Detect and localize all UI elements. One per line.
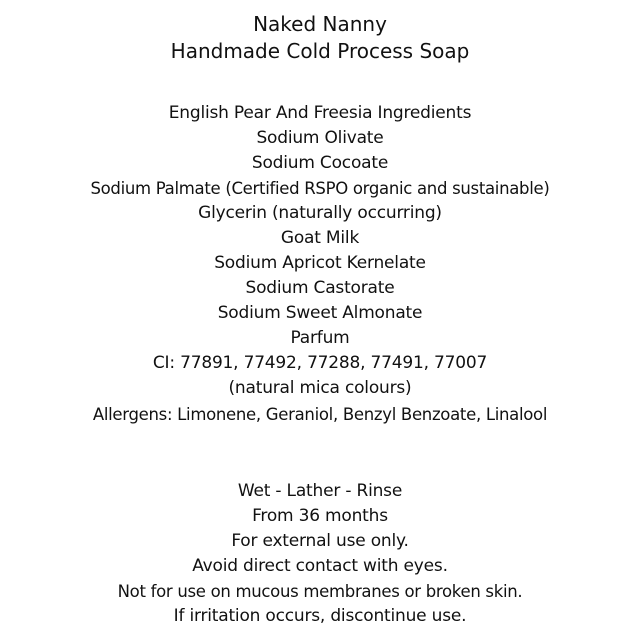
product-subtitle: Handmade Cold Process Soap	[170, 39, 470, 63]
ingredient-item: Glycerin (naturally occurring)	[198, 203, 442, 223]
usage-line: Not for use on mucous membranes or broken skin.	[117, 582, 523, 601]
ingredient-item: Sodium Apricot Kernelate	[214, 253, 426, 273]
usage-line: Wet - Lather - Rinse	[237, 481, 403, 501]
usage-line: If irritation occurs, discontinue use.	[173, 606, 467, 626]
usage-line: From 36 months	[252, 506, 388, 526]
ingredient-item: Sodium Cocoate	[251, 153, 389, 173]
ingredient-item: Parfum	[290, 328, 350, 348]
usage-line: For external use only.	[231, 531, 409, 551]
usage-line: Avoid direct contact with eyes.	[192, 556, 448, 576]
ingredient-item: (natural mica colours)	[228, 378, 412, 398]
ingredient-item: Sodium Castorate	[245, 278, 395, 298]
ingredients-heading: English Pear And Freesia Ingredients	[168, 103, 472, 123]
ingredient-item: Sodium Sweet Almonate	[217, 303, 423, 323]
ingredient-item: Sodium Olivate	[256, 128, 384, 148]
ingredient-item: Goat Milk	[280, 228, 360, 248]
brand-name: Naked Nanny	[253, 12, 387, 36]
allergens-line: Allergens: Limonene, Geraniol, Benzyl Benzoate, Linalool	[92, 405, 548, 424]
ingredient-item: Sodium Palmate (Certified RSPO organic and sustainable)	[90, 179, 550, 198]
ingredient-item: CI: 77891, 77492, 77288, 77491, 77007	[152, 353, 488, 373]
